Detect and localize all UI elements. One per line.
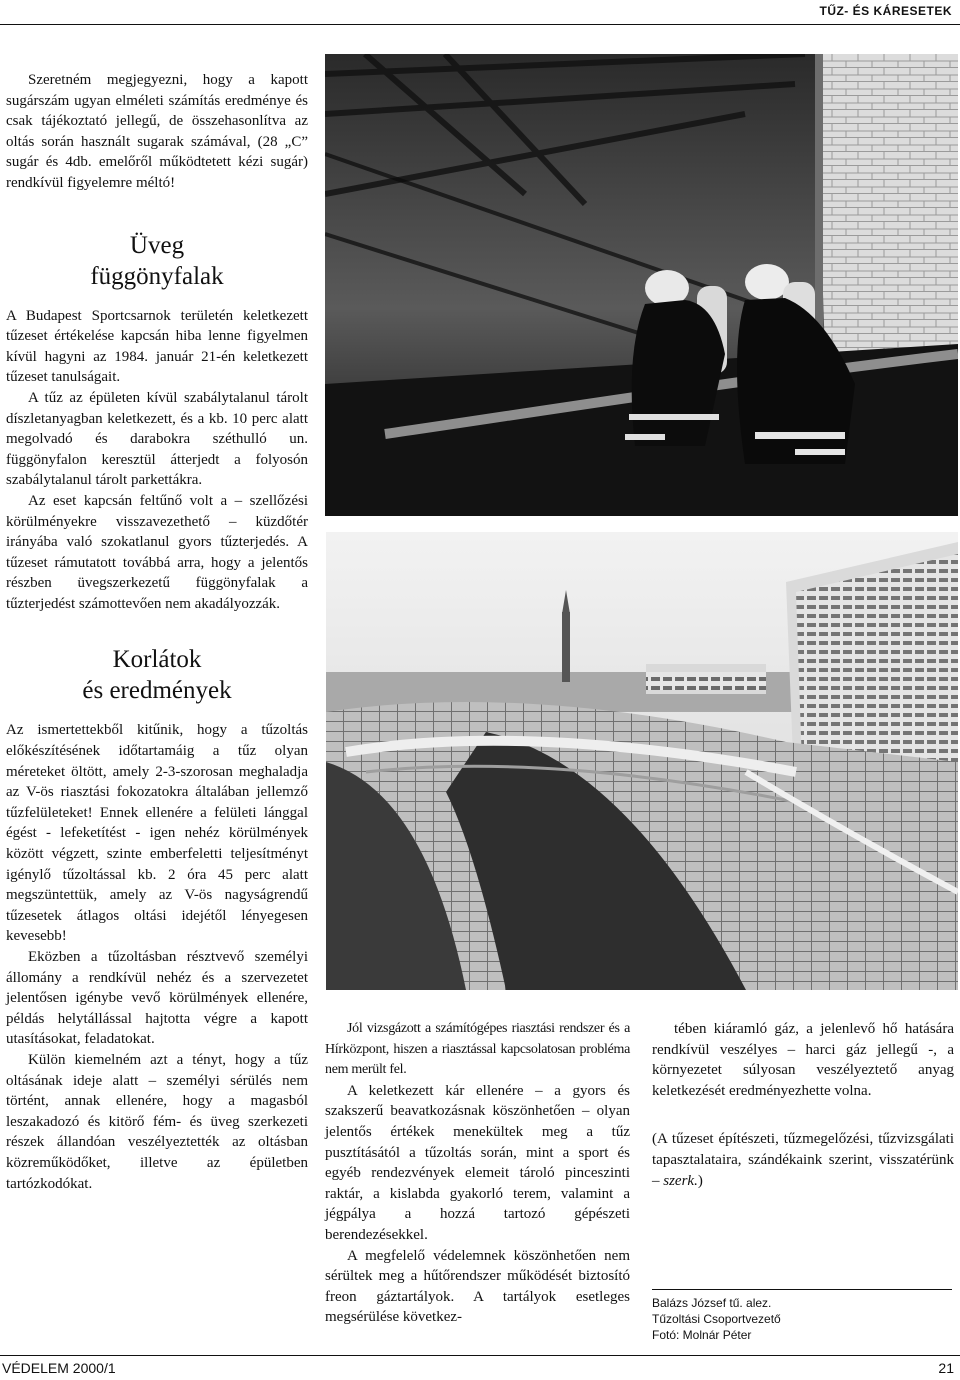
running-header [0,0,960,25]
author-unit: Tűzoltási Csoportvezető [652,1312,781,1326]
photo-credit: Fotó: Molnár Péter [652,1328,752,1342]
paragraph: A megfelelő védelemnek köszönhetően nem sérültek meg a hűtőrendszer működését biztosító freon gáztartályok. A tartályok esetleges megsérülése következ- [325,1247,630,1326]
heading1-line1: Üveg [129,231,185,259]
photo-firefighters [325,54,958,516]
paragraph: Eközben a tűzoltásban résztvevő személyi állomány a rendkívül nehéz és a szervezetet jelentősen igénybe vevő körülmények ellenére, példás helytállással hajtotta végre a kapott utasításokat, feladatokat. [6,949,308,1048]
running-footer [0,1355,960,1380]
note-text: (A tűzeset építészeti, tűzmegelőzési, tűzvizsgálati tapasztalataira, szándékaink szerint, visszatérünk – [652,1131,954,1189]
heading1-line2: függönyfalak [90,262,224,290]
firefighters-image [325,54,958,516]
heading-korlatok-es-eredmenyek [6,644,308,706]
magazine-issue: VÉDELEM 2000/1 [2,1360,116,1376]
photo-burnt-roof [326,532,958,990]
paragraph: Az ismertettekből kitűnik, hogy a tűzoltás előkészítésének időtartamáig a tűz olyan méreteket öltött, amely 2-3-szorosan meghaladja az V-ös riasztási fokozatokra általában jellemző tűzfelületeket! Ennek ellenére a felületi lánggal égést - lefeketítést - igen nehéz körülmények között végzett, szinte emberfeletti teljesítményt igénylő tűzoltással kb. 2 óra 45 perc alatt megszüntettük, amely az V-ös nagyságrendű tűzesetek átlagos oltási idejétől lényegesen kevesebb! [6,722,308,945]
paragraph: A Budapest Sportcsarnok területén keletkezett tűzeset értékelése kapcsán hiba lenne figyelmen kívül hagyni az 1984. január 21-én keletkezett tűzeset tanulságait. [6,307,308,386]
paragraph: A tűz az épületen kívül szabálytalanul tárolt díszletanyagban keletkezett, és a kb. 10 perc alatt megolvadó és darabokra széthulló un. függönyfalon keresztül átterjedt a folyosón szabálytalanul tárolt parkettákra. [6,389,308,489]
paragraph: Jól vizsgázott a számítógépes riasztási rendszer és a Hírközpont, hiszen a riasztással kapcsolatosan probléma nem merült fel. [325,1021,630,1078]
heading2-line2: és eredmények [82,677,232,705]
page-number: 21 [938,1360,954,1376]
paragraph: tében kiáramló gáz, a jelenlevő hő hatására rendkívül veszélyes – harci gáz jellegű -, a környezetet súlyosan veszélyeztető anyag keletkezését eredményezhette volna. [652,1021,954,1099]
right-column [652,1019,954,1191]
heading-uveg-fuggonyfalak [6,230,308,292]
note-close: ) [697,1172,703,1189]
section-title: TŰZ- ÉS KÁRESETEK [819,4,952,18]
note-editor-abbrev: szerk. [663,1172,698,1189]
left-column [6,70,308,1194]
paragraph: Külön kiemelném azt a tényt, hogy a tűz oltásának ideje alatt – személyi sérülés nem történt, annak ellenére, hogy a magasból leszakadozó és kitörő fém- és üveg szerkezeti részek állandóan veszélyeztették az oltásban közreműködőket, illetve az épületben tartózkodókat. [6,1051,308,1192]
burnt-roof-image [326,532,958,990]
paragraph: A keletkezett kár ellenére – a gyors és szakszerű beavatkozásnak köszönhetően – olyan jelentős értékek menekültek meg a tűz pusztításától a tűzoltás során, mint a sport és egyéb rendezvények elemeit tároló pinceszinti raktár, a kislabda gyakorló terem, valamint a jégpálya a hozzá tartozó gépészeti berendezésekkel. [325,1082,630,1243]
paragraph: Az eset kapcsán feltűnő volt a – szellőzési körülményekre visszavezethető – küzdőtér irányába való szokatlanul gyors tűzterjedés. A tűzeset rámutatott továbbá arra, hogy a jelentős részben üvegszerkezetű függönyfalak a tűzterjedést számottevően nem akadályozzák. [6,492,308,612]
middle-column [325,1019,630,1328]
author-name: Balázs József tű. alez. [652,1296,772,1310]
author-credits [652,1289,952,1343]
editor-note [652,1129,954,1191]
heading2-line1: Korlátok [112,646,202,674]
intro-paragraph: Szeretném megjegyezni, hogy a kapott sugárszám ugyan elméleti számítás eredménye és csak tájékoztató jellegű, de összehasonlítva az oltás során használt sugarak számával, (28 „C” sugár és 4db. emelőről működtetett kézi sugár) rendkívül figyelemre méltó! [6,72,308,191]
